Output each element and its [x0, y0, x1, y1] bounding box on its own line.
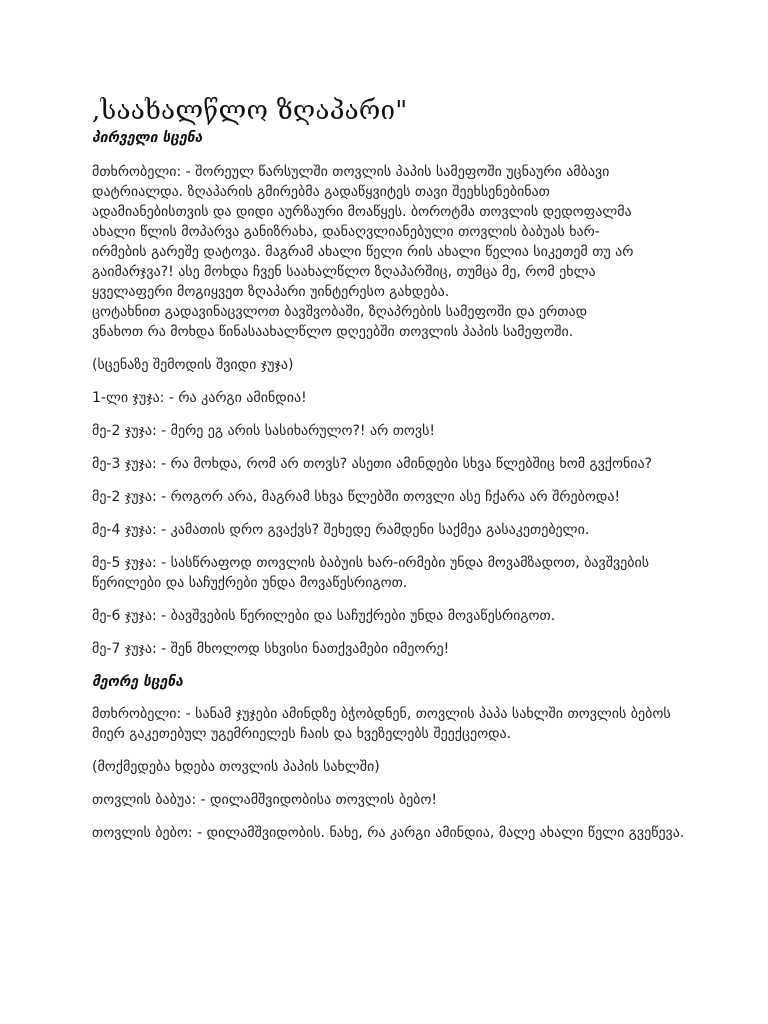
- stage-direction: (მოქმედება ხდება თოვლის პაპის სახლში): [92, 759, 380, 775]
- stage-direction: (სცენაზე შემოდის შვიდი ჯუჯა): [92, 357, 294, 373]
- narration-paragraph: მთხრობელი: - სანამ ჯუჯები ამინდზე ბჭობდნენ, თოვლის პაპა სახლში თოვლის ბებოს მიერ გაკეთებულ უგემრიელეს ჩაის და ხვეზელებს შეექცეოდა.: [92, 706, 671, 742]
- narration-line: გაიმარჯვა?! ასე მოხდა ჩვენ საახალწლო ზღაპარშიც, თუმცა მე, რომ ეხლა: [92, 264, 596, 280]
- document-title: ,საახალწლო ზღაპარი": [92, 96, 408, 126]
- narration-line: ადამიანებისთვის და დიდი აურზაური მოაწყეს. ბოროტმა თოვლის დედოფალმა: [92, 204, 632, 220]
- narration-line: მთხრობელი: - შორეულ წარსულში თოვლის პაპის სამეფოში უცნაური ამბავი: [92, 164, 610, 180]
- dialogue-line: მე-5 ჯუჯა: - სასწრაფოდ თოვლის ბაბუის ხარ-ირმები უნდა მოვამზადოთ, ბავშვების წერილები და საჩუქრები უნდა მოვაწესრიგოთ.: [92, 555, 650, 591]
- narration-line: დატრიალდა. ზღაპარის გმირებმა გადაწყვიტეს თავი შეეხსენებინათ: [92, 184, 550, 200]
- scene-1-heading: პირველი სცენა: [92, 130, 203, 146]
- narration-line: ირმების გარეშე დატოვა. მაგრამ ახალი წელი რის ახალი წელია სიკეთემ თუ არ: [92, 244, 634, 260]
- scene-2-heading: მეორე სცენა: [92, 674, 184, 690]
- dialogue-line: მე-4 ჯუჯა: - კამათის დრო გვაქვს? შეხედე რამდენი საქმეა გასაკეთებელი.: [92, 522, 590, 538]
- narration-line: ყველაფერი მოგიყვეთ ზღაპარი უინტერესო გახდება.: [92, 284, 450, 300]
- narration-line: ვნახოთ რა მოხდა წინასაახალწლო დღეებში თოვლის პაპის სამეფოში.: [92, 324, 574, 340]
- dialogue-line: თოვლის ბაბუა: - დილამშვიდობისა თოვლის ბებო!: [92, 792, 438, 808]
- dialogue-line: მე-6 ჯუჯა: - ბავშვების წერილები და საჩუქრები უნდა მოვაწესრიგოთ.: [92, 608, 556, 624]
- dialogue-line: მე-2 ჯუჯა: - მერე ეგ არის სასიხარულო?! არ თოვს!: [92, 423, 436, 439]
- dialogue-line: მე-7 ჯუჯა: - შენ მხოლოდ სხვისი ნათქვამები იმეორე!: [92, 641, 450, 657]
- scene-1-narration: [92, 162, 688, 342]
- narration-line: ახალი წლის მოპარვა განიზრახა, დანაღვლიანებული თოვლის ბაბუას ხარ-: [92, 224, 600, 240]
- dialogue-line: თოვლის ბებო: - დილამშვიდობის. ნახე, რა კარგი ამინდია, მალე ახალი წელი გვეწევა.: [92, 825, 685, 841]
- dialogue-line: მე-3 ჯუჯა: - რა მოხდა, რომ არ თოვს? ასეთი ამინდები სხვა წლებშიც ხომ გვქონია?: [92, 456, 653, 472]
- narration-line: ცოტახნით გადავინაცვლოთ ბავშვობაში, ზღაპრების სამეფოში და ერთად: [92, 304, 588, 320]
- dialogue-line: მე-2 ჯუჯა: - როგორ არა, მაგრამ სხვა წლებში თოვლი ასე ჩქარა არ შრებოდა!: [92, 489, 621, 505]
- dialogue-line: 1-ლი ჯუჯა: - რა კარგი ამინდია!: [92, 390, 307, 406]
